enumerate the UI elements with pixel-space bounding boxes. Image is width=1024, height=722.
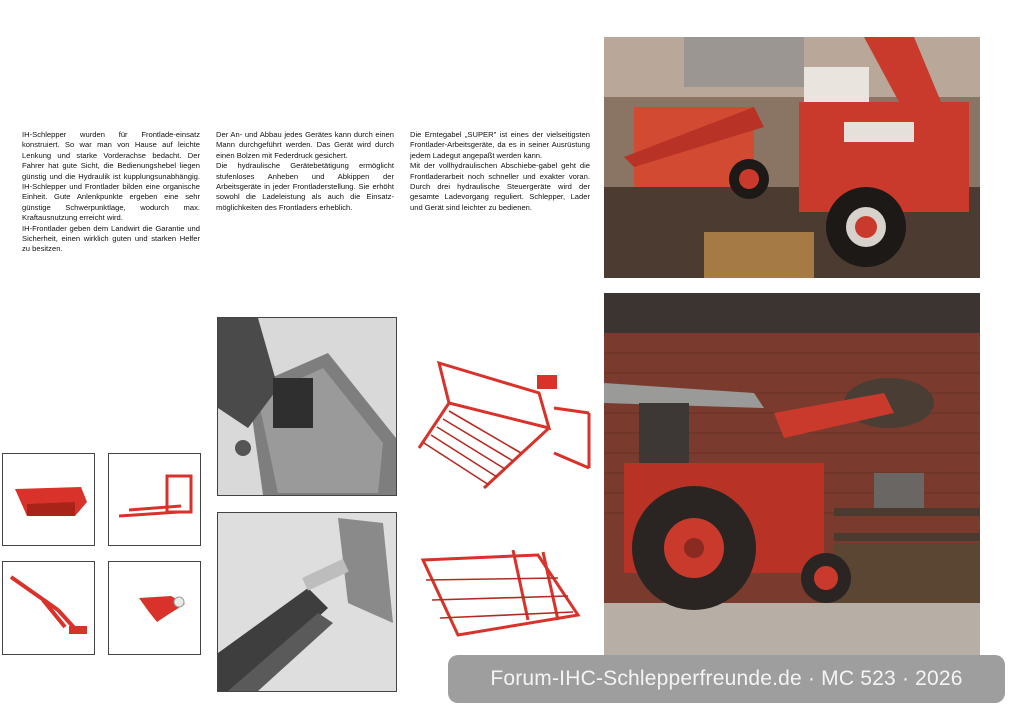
photo-mounting-plate [217, 317, 397, 496]
paragraph: Die Erntegabel „SUPER" ist eines der vielseitigsten Frontlader-Arbeitsgeräte, da es in seiner Ausrüstung jedem Ladegut angepaßt werden kann. [410, 130, 590, 160]
photo-hydraulic-bucket [217, 512, 397, 692]
watermark: Forum-IHC-Schlepperfreunde.de · MC 523 · 2026 [448, 655, 1005, 703]
paragraph: Der An- und Abbau jedes Gerätes kann durch einen Mann durchgeführt werden. Das Gerät wird durch einen Bolzen mit Federdruck gesichert. [216, 130, 394, 160]
bucket-implement-thumbnail [2, 453, 95, 546]
hitch-part-thumbnail [108, 561, 201, 655]
photo-tractor-brick-barn [604, 293, 980, 655]
loader-arm-thumbnail [2, 561, 95, 655]
paragraph: IH-Schlepper wurden für Frontlade-einsatz konstruiert. So war man von Hause auf leichte Lenkung und starke Vorderachse bedacht. Der Fahrer hat gute Sicht, die Bedienungshebel liegen günstig und die Hydraulik ist kupplungsunabhängig. IH-Schlepper und Frontlader bilden eine organische Einheit. Gute Anlenkpunkte ergeben eine sehr günstige Schwerpunktlage, wodurch max. Kraftausnutzung erreicht wird. [22, 130, 200, 223]
push-off-fork-image [418, 550, 584, 638]
text-column-2 [216, 130, 394, 213]
pallet-fork-thumbnail [108, 453, 201, 546]
harvest-fork-super-image [409, 353, 594, 491]
paragraph: Die hydraulische Gerätebetätigung ermöglicht stufenloses Anheben und Abkippen der Arbeitsgeräte in jeder Frontladerstellung. Sie erhöht sowohl die Ladeleistung als auch die Einsatz-möglichkeiten des Frontladers erheblich. [216, 161, 394, 212]
text-column-1 [22, 130, 200, 255]
paragraph: IH-Frontlader geben dem Landwirt die Garantie und Sicherheit, einen wirklich guten und starken Helfer zu besitzen. [22, 223, 200, 254]
photo-tractor-loader-yard [604, 37, 980, 278]
text-column-3 [410, 130, 590, 213]
paragraph: Mit der vollhydraulischen Abschiebe-gabel geht die Frontladerarbeit noch schneller und exakter voran. Durch drei hydraulische Steuergeräte wird der gesamte Ladevorgang reguliert. Schlepper, Lader und Gerät sind leichter zu bedienen. [410, 161, 590, 212]
